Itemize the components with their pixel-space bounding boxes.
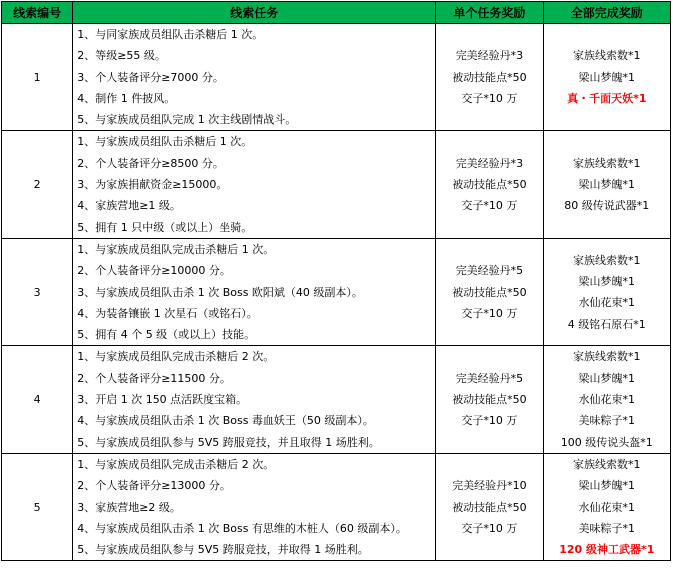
table-row bbox=[2, 24, 671, 131]
completion-reward-item: 梁山梦魄*1 bbox=[578, 479, 636, 493]
completion-reward-cell bbox=[543, 131, 670, 238]
single-reward-cell bbox=[436, 238, 543, 345]
clue-task-cell bbox=[73, 346, 436, 453]
completion-reward-item: 家族线索数*1 bbox=[573, 457, 641, 471]
completion-reward-item: 4 级铭石原石*1 bbox=[567, 317, 646, 331]
task-item: 3、个人装备评分≥7000 分。 bbox=[77, 70, 224, 84]
task-item: 4、与家族成员组队击杀 1 次 Boss 有思维的木桩人（60 级副本）。 bbox=[77, 521, 407, 535]
task-item: 5、拥有 4 个 5 级（或以上）技能。 bbox=[77, 328, 256, 342]
reward-item: 完美经验丹*5 bbox=[455, 371, 524, 385]
clue-task-cell bbox=[73, 453, 436, 560]
single-reward-cell bbox=[436, 453, 543, 560]
task-item: 3、与家族成员组队击杀 1 次 Boss 欧阳斌（40 级副本）。 bbox=[77, 285, 363, 299]
task-item: 5、与家族成员组队完成 1 次主线剧情战斗。 bbox=[77, 113, 297, 127]
table-row bbox=[2, 131, 671, 238]
table-row bbox=[2, 346, 671, 453]
completion-reward-item: 梁山梦魄*1 bbox=[578, 178, 636, 192]
task-item: 5、拥有 1 只中级（或以上）坐骑。 bbox=[77, 220, 253, 234]
reward-item: 被动技能点*50 bbox=[452, 285, 527, 299]
task-item: 1、与家族成员组队完成击杀糖后 1 次。 bbox=[77, 242, 275, 256]
completion-reward-item: 100 级传说头盔*1 bbox=[560, 435, 653, 449]
task-item: 3、家族营地≥2 级。 bbox=[77, 500, 181, 514]
header-completion-reward: 全部完成奖励 bbox=[543, 2, 670, 24]
clue-id-cell: 1 bbox=[2, 24, 73, 131]
task-item: 1、与家族成员组队击杀糖后 1 次。 bbox=[77, 135, 253, 149]
header-clue-id: 线索编号 bbox=[2, 2, 73, 24]
completion-reward-item: 家族线索数*1 bbox=[573, 253, 641, 267]
task-item: 4、制作 1 件披风。 bbox=[77, 91, 176, 105]
completion-reward-cell bbox=[543, 238, 670, 345]
completion-reward-item: 80 级传说武器*1 bbox=[564, 199, 650, 213]
clue-task-table bbox=[1, 1, 671, 561]
completion-reward-item: 水仙花束*1 bbox=[578, 393, 636, 407]
single-reward-cell bbox=[436, 346, 543, 453]
task-item: 1、与家族成员组队完成击杀糖后 2 次。 bbox=[77, 457, 275, 471]
task-item: 1、与家族成员组队完成击杀糖后 2 次。 bbox=[77, 350, 275, 364]
clue-id-cell: 3 bbox=[2, 238, 73, 345]
header-single-reward: 单个任务奖励 bbox=[436, 2, 543, 24]
clue-id-cell: 5 bbox=[2, 453, 73, 560]
highlight-reward-item: 120 级神工武器*1 bbox=[559, 543, 655, 557]
reward-item: 被动技能点*50 bbox=[452, 393, 527, 407]
completion-reward-item: 家族线索数*1 bbox=[573, 156, 641, 170]
completion-reward-item: 梁山梦魄*1 bbox=[578, 371, 636, 385]
table-body bbox=[2, 24, 671, 561]
completion-reward-item: 美味粽子*1 bbox=[578, 414, 636, 428]
reward-item: 被动技能点*50 bbox=[452, 500, 527, 514]
clue-id-cell: 4 bbox=[2, 346, 73, 453]
reward-item: 交子*10 万 bbox=[461, 306, 518, 320]
reward-item: 完美经验丹*3 bbox=[455, 49, 524, 63]
table-row bbox=[2, 453, 671, 560]
task-item: 3、为家族捐献资金≥15000。 bbox=[77, 178, 228, 192]
task-item: 5、与家族成员组队参与 5V5 跨服竞技，并且取得 1 场胜利。 bbox=[77, 435, 380, 449]
completion-reward-item: 家族线索数*1 bbox=[573, 350, 641, 364]
reward-item: 交子*10 万 bbox=[461, 414, 518, 428]
header-row bbox=[2, 2, 671, 24]
clue-task-cell bbox=[73, 24, 436, 131]
task-item: 2、个人装备评分≥10000 分。 bbox=[77, 264, 231, 278]
reward-item: 被动技能点*50 bbox=[452, 178, 527, 192]
completion-reward-item: 水仙花束*1 bbox=[578, 296, 636, 310]
completion-reward-cell bbox=[543, 346, 670, 453]
highlight-reward-item: 真・千面天妖*1 bbox=[567, 91, 647, 105]
completion-reward-cell bbox=[543, 453, 670, 560]
header-clue-task: 线索任务 bbox=[73, 2, 436, 24]
task-item: 2、个人装备评分≥11500 分。 bbox=[77, 371, 231, 385]
task-item: 2、等级≥55 级。 bbox=[77, 49, 166, 63]
clue-task-cell bbox=[73, 238, 436, 345]
completion-reward-cell bbox=[543, 24, 670, 131]
completion-reward-item: 梁山梦魄*1 bbox=[578, 274, 636, 288]
task-item: 2、个人装备评分≥13000 分。 bbox=[77, 479, 231, 493]
clue-id-cell: 2 bbox=[2, 131, 73, 238]
task-item: 5、与家族成员组队参与 5V5 跨服竞技，并取得 1 场胜利。 bbox=[77, 543, 369, 557]
completion-reward-item: 家族线索数*1 bbox=[573, 49, 641, 63]
task-item: 2、个人装备评分≥8500 分。 bbox=[77, 156, 224, 170]
completion-reward-item: 水仙花束*1 bbox=[578, 500, 636, 514]
single-reward-cell bbox=[436, 131, 543, 238]
reward-item: 完美经验丹*3 bbox=[455, 156, 524, 170]
task-item: 4、为装备镶嵌 1 次星石（或铭石）。 bbox=[77, 306, 258, 320]
reward-item: 完美经验丹*5 bbox=[455, 264, 524, 278]
task-item: 1、与同家族成员组队击杀糖后 1 次。 bbox=[77, 28, 264, 41]
table-row bbox=[2, 238, 671, 345]
reward-item: 交子*10 万 bbox=[461, 199, 518, 213]
reward-item: 交子*10 万 bbox=[461, 521, 518, 535]
task-item: 4、与家族成员组队击杀 1 次 Boss 毒血妖王（50 级副本）。 bbox=[77, 414, 374, 428]
completion-reward-item: 美味粽子*1 bbox=[578, 521, 636, 535]
clue-task-cell bbox=[73, 131, 436, 238]
task-item: 3、开启 1 次 150 点活跃度宝箱。 bbox=[77, 393, 248, 407]
task-item: 4、家族营地≥1 级。 bbox=[77, 199, 181, 213]
reward-item: 交子*10 万 bbox=[461, 91, 518, 105]
single-reward-cell bbox=[436, 24, 543, 131]
completion-reward-item: 梁山梦魄*1 bbox=[578, 70, 636, 84]
reward-item: 被动技能点*50 bbox=[452, 70, 527, 84]
reward-item: 完美经验丹*10 bbox=[452, 479, 527, 493]
